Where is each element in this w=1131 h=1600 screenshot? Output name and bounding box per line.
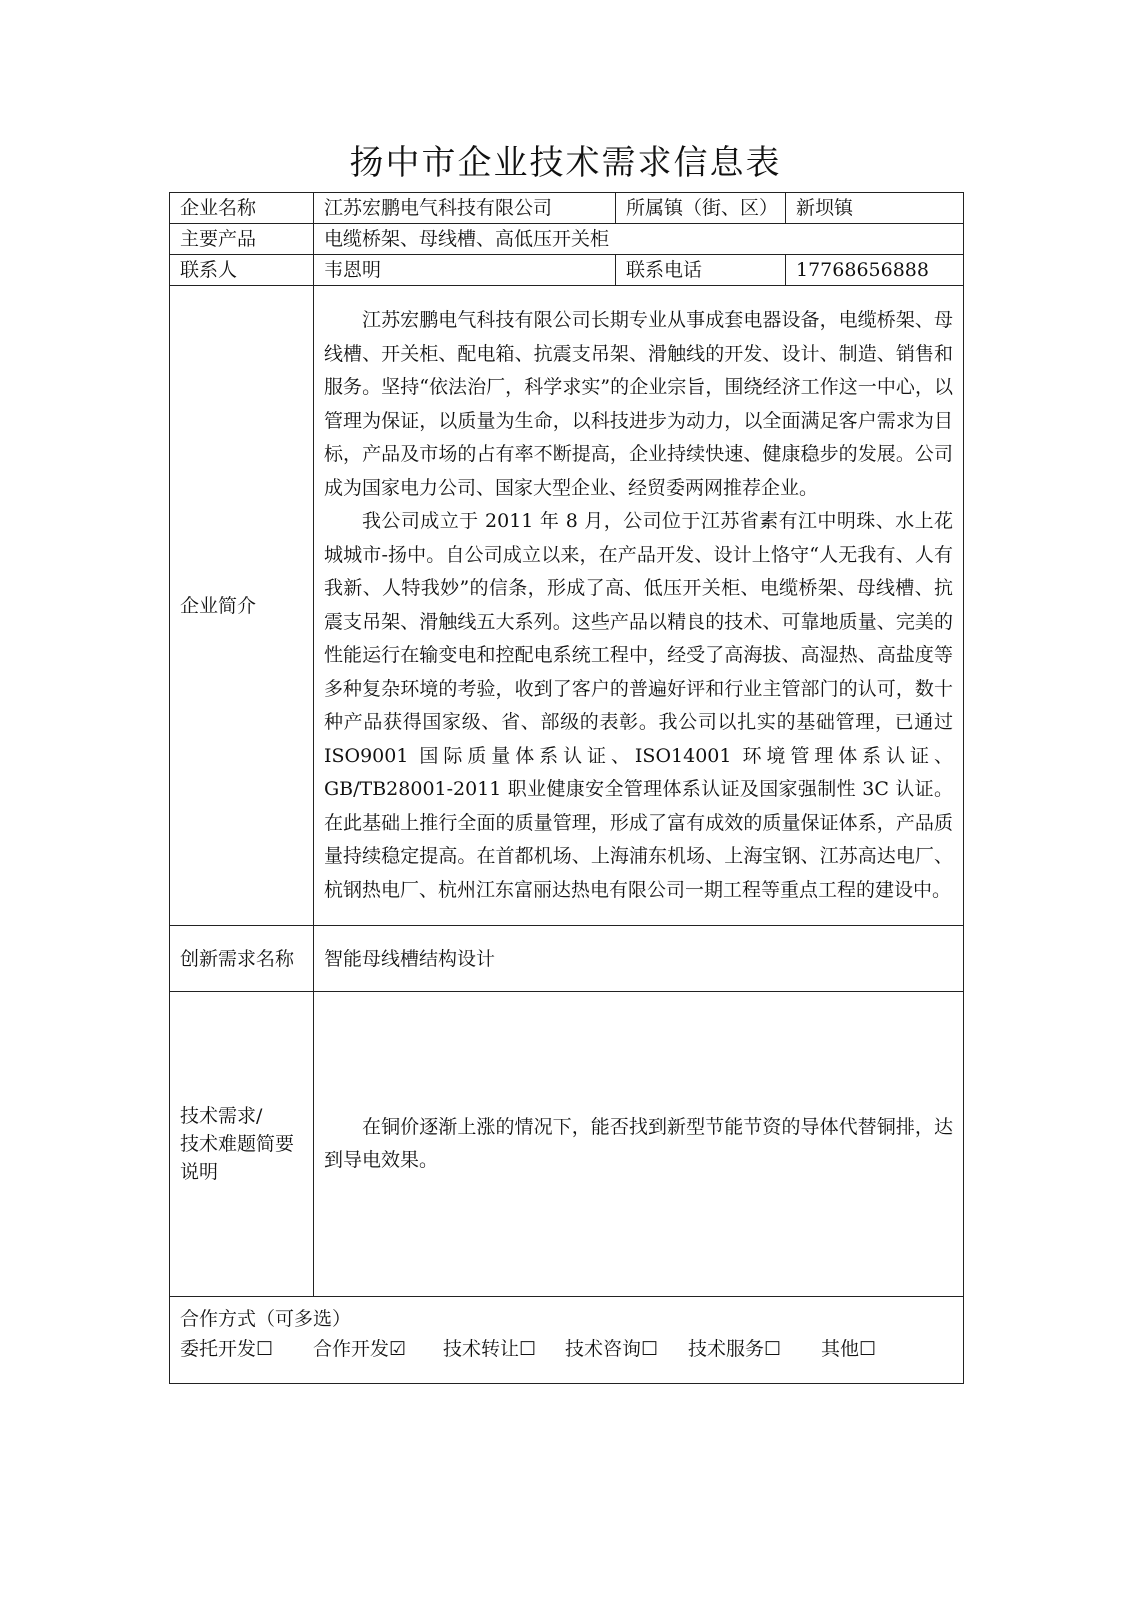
row-company	[170, 193, 964, 224]
checkbox-unchecked-icon[interactable]: ☐	[519, 1338, 537, 1360]
checkbox-unchecked-icon[interactable]: ☐	[256, 1338, 274, 1360]
contact-value: 韦恩明	[314, 255, 616, 286]
tech-need-label-line-3: 说明	[180, 1161, 219, 1183]
town-value: 新坝镇	[786, 193, 964, 224]
coop-option-joint[interactable]: 合作开发☑	[313, 1338, 407, 1360]
intro-paragraph-1: 江苏宏鹏电气科技有限公司长期专业从事成套电器设备，电缆桥架、母线槽、开关柜、配电箱、抗震支吊架、滑触线的开发、设计、制造、销售和服务。坚持“依法治厂，科学求实”的企业宗旨，围绕经济工作这一中心，以管理为保证，以质量为生命，以科技进步为动力，以全面满足客户需求为目标，产品及市场的占有率不断提高，企业持续快速、健康稳步的发展。公司成为国家电力公司、国家大型企业、经贸委两网推荐企业。	[324, 309, 953, 499]
tech-need-paragraph: 在铜价逐渐上涨的情况下，能否找到新型节能节资的导体代替铜排，达到导电效果。	[324, 1115, 953, 1171]
coop-option-transfer[interactable]: 技术转让☐	[443, 1338, 537, 1360]
intro-text	[314, 286, 964, 926]
coop-option-consulting[interactable]: 技术咨询☐	[565, 1338, 659, 1360]
document-title: 扬中市企业技术需求信息表	[349, 143, 782, 183]
tech-need-label-line-1: 技术需求/	[180, 1105, 263, 1127]
checkbox-unchecked-icon[interactable]: ☐	[641, 1338, 659, 1360]
checkbox-unchecked-icon[interactable]: ☐	[859, 1338, 877, 1360]
coop-option-entrusted[interactable]: 委托开发☐	[180, 1338, 274, 1360]
row-tech-need	[170, 992, 964, 1297]
need-name-value: 智能母线槽结构设计	[314, 926, 964, 992]
contact-label: 联系人	[170, 255, 314, 286]
checkbox-checked-icon[interactable]: ☑	[389, 1338, 407, 1360]
row-products	[170, 224, 964, 255]
checkbox-unchecked-icon[interactable]: ☐	[764, 1338, 782, 1360]
products-label: 主要产品	[170, 224, 314, 255]
phone-value: 17768656888	[786, 255, 964, 286]
row-need-name	[170, 926, 964, 992]
company-name-value: 江苏宏鹏电气科技有限公司	[314, 193, 616, 224]
intro-label: 企业简介	[170, 286, 314, 926]
tech-need-text	[314, 992, 964, 1297]
town-label: 所属镇（街、区）	[616, 193, 786, 224]
row-intro	[170, 286, 964, 926]
cooperation-cell	[170, 1297, 964, 1384]
cooperation-label: 合作方式（可多选）	[180, 1308, 352, 1330]
products-value: 电缆桥架、母线槽、高低压开关柜	[314, 224, 964, 255]
row-contact	[170, 255, 964, 286]
requirement-form-table	[169, 192, 964, 1384]
row-cooperation	[170, 1297, 964, 1384]
cooperation-options	[180, 1335, 953, 1363]
company-name-label: 企业名称	[170, 193, 314, 224]
phone-label: 联系电话	[616, 255, 786, 286]
need-name-label: 创新需求名称	[170, 926, 314, 992]
tech-need-label	[170, 992, 314, 1297]
coop-option-other[interactable]: 其他☐	[821, 1338, 877, 1360]
coop-option-service[interactable]: 技术服务☐	[688, 1338, 782, 1360]
intro-paragraph-2: 我公司成立于 2011 年 8 月，公司位于江苏省素有江中明珠、水上花城城市-扬中。自公司成立以来，在产品开发、设计上恪守“人无我有、人有我新、人特我妙”的信条，形成了高、低压开关柜、电缆桥架、母线槽、抗震支吊架、滑触线五大系列。这些产品以精良的技术、可靠地质量、完美的性能运行在输变电和控配电系统工程中，经受了高海拔、高湿热、高盐度等多种复杂环境的考验，收到了客户的普遍好评和行业主管部门的认可，数十种产品获得国家级、省、部级的表彰。我公司以扎实的基础管理，已通过 ISO9001 国际质量体系认证、ISO14001 环境管理体系认证、GB/TB28001-2011 职业健康安全管理体系认证及国家强制性 3C 认证。在此基础上推行全面的质量管理，形成了富有成效的质量保证体系，产品质量持续稳定提高。在首都机场、上海浦东机场、上海宝钢、江苏高达电厂、杭钢热电厂、杭州江东富丽达热电有限公司一期工程等重点工程的建设中。	[324, 510, 953, 901]
tech-need-label-line-2: 技术难题简要	[180, 1133, 295, 1155]
